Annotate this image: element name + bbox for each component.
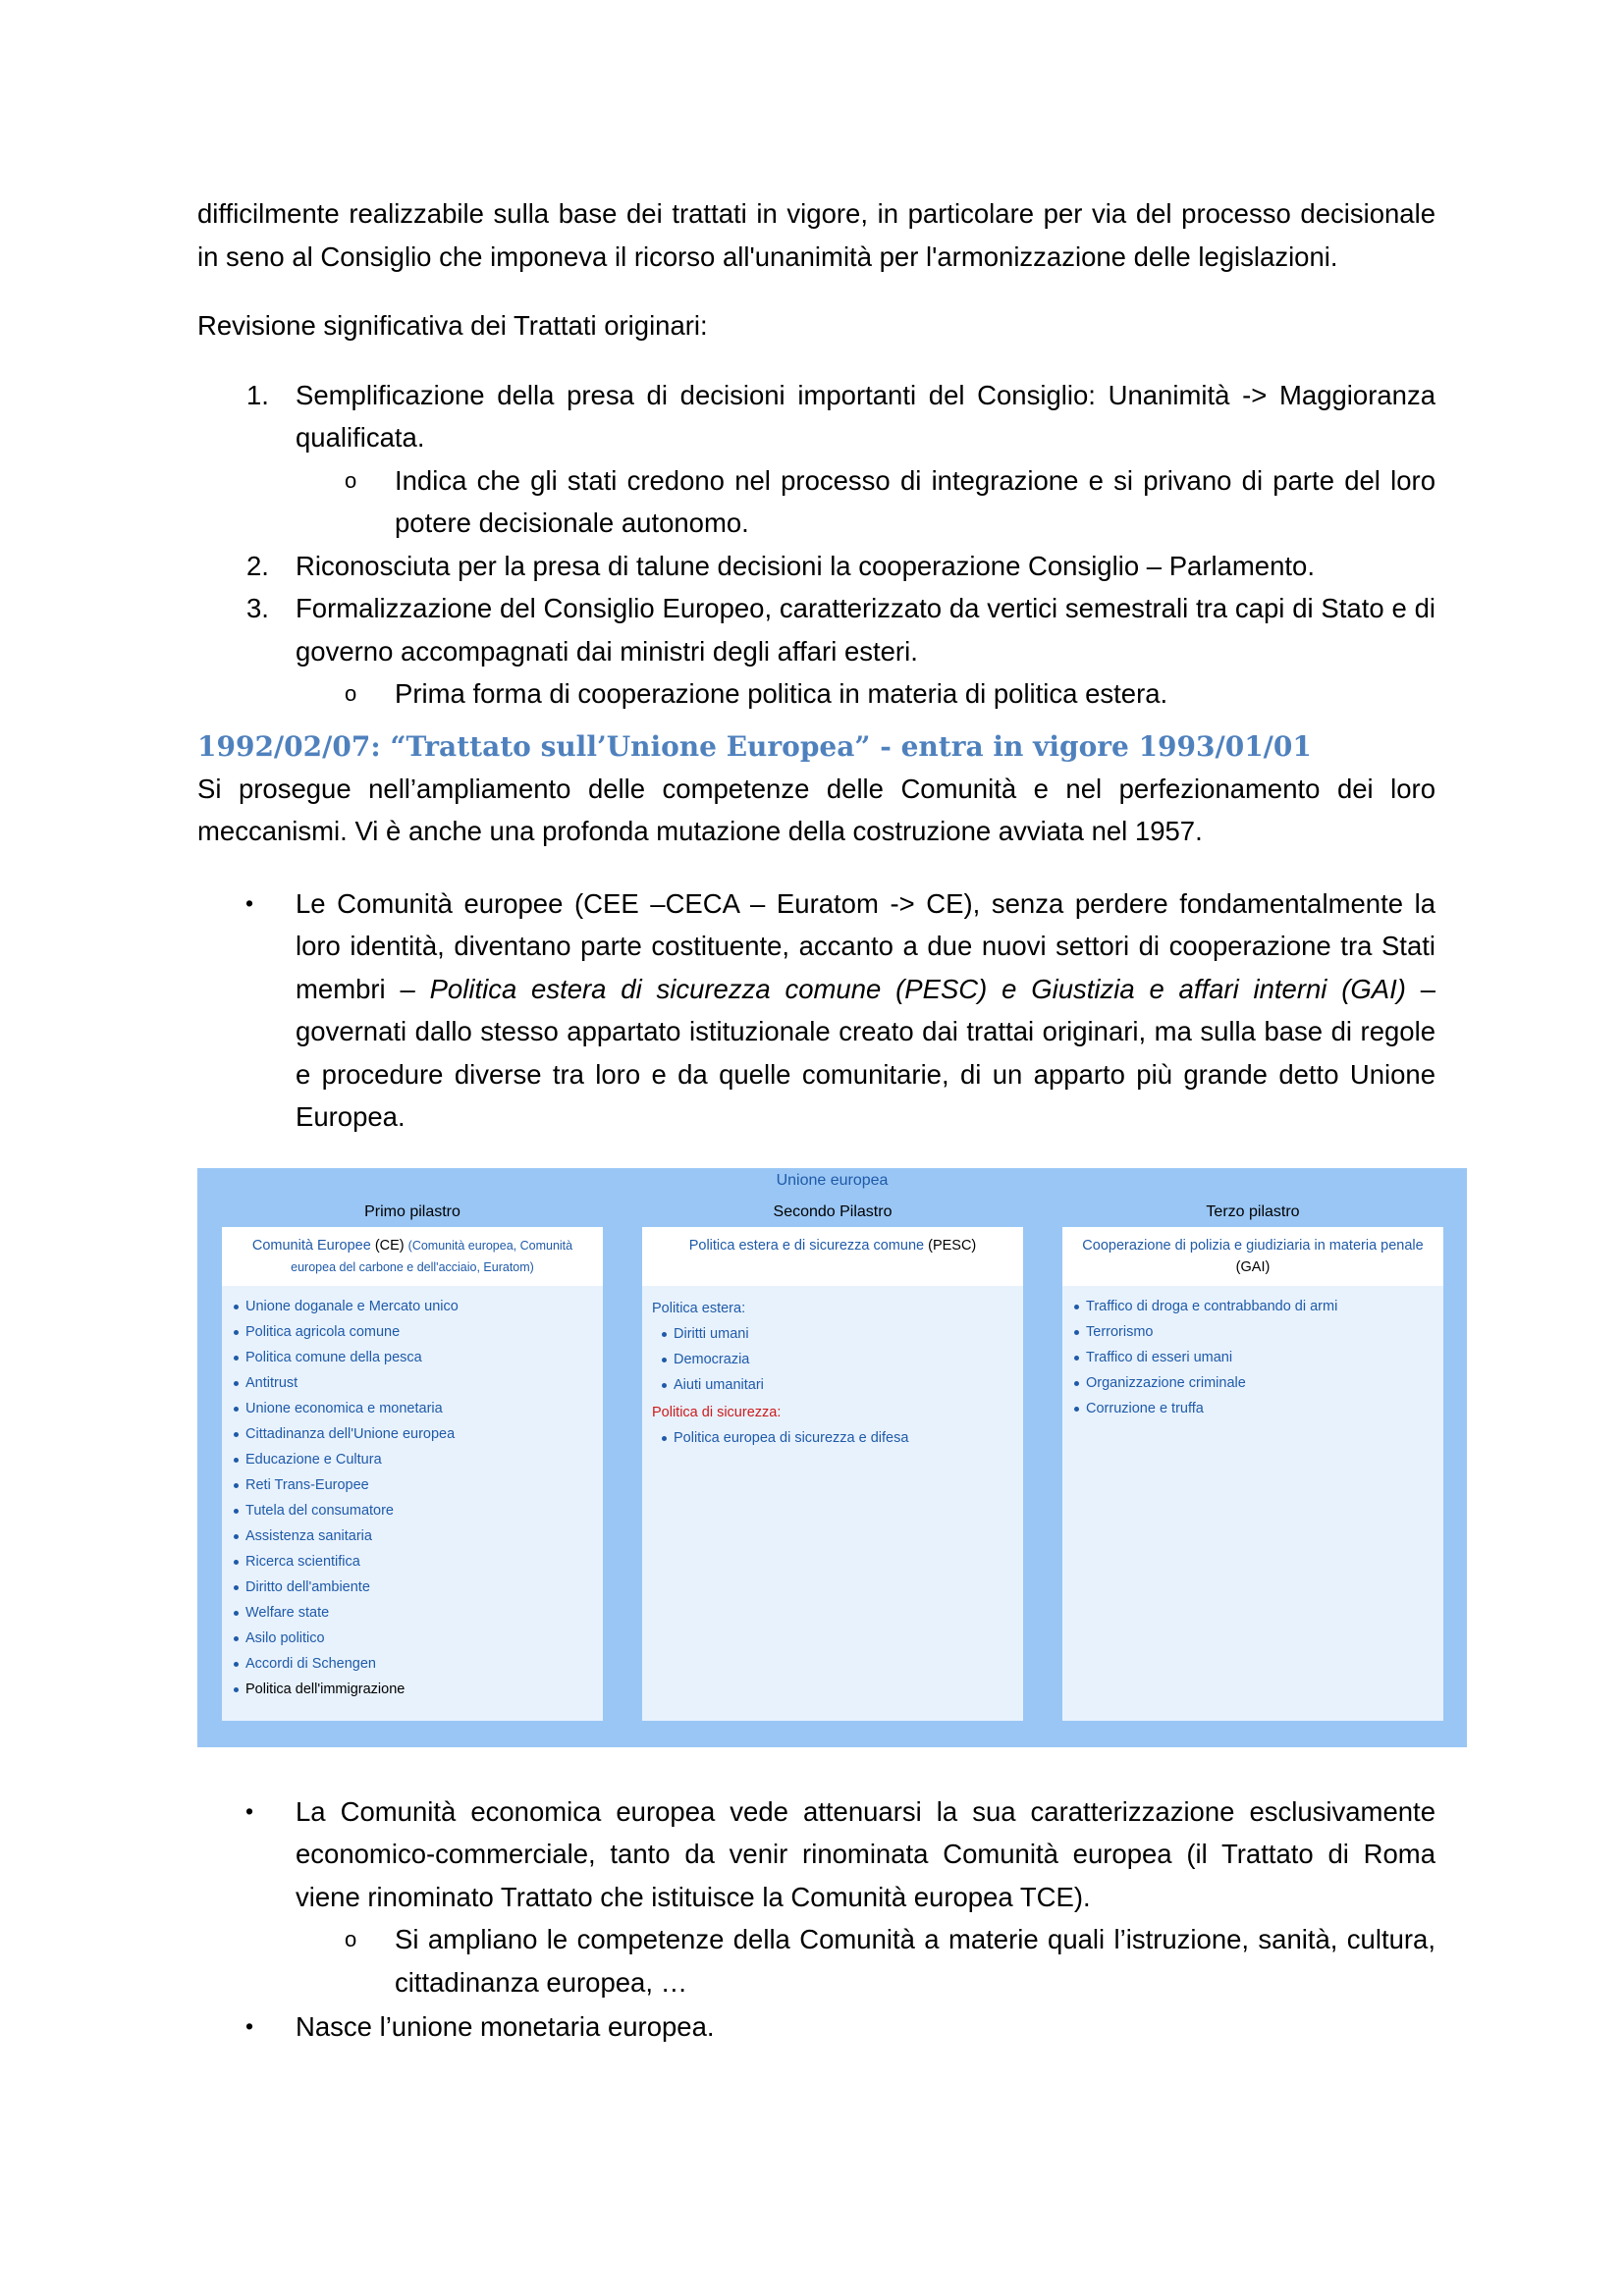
list-item-text: Riconosciuta per la presa di talune decisioni la cooperazione Consiglio – Parlamento. [296, 550, 1315, 581]
list-item-text: Formalizzazione del Consiglio Europeo, caratterizzato da vertici semestrali tra capi di Stato e di governo accompagnati dai ministri degli affari esteri. [296, 593, 1435, 667]
diagram-title: Unione europea [776, 1171, 889, 1189]
sub-list-item [197, 1918, 1435, 2003]
section-heading: 1992/02/07: “Trattato sull’Unione Europea” - entra in vigore 1993/01/01 [197, 729, 1312, 763]
pillar-item: Aiuti umanitari [660, 1372, 1013, 1398]
document-page [197, 192, 1435, 2049]
circle-bullet-icon: o [345, 1927, 357, 1951]
pillar-item: Politica agricola comune [232, 1319, 593, 1345]
pillar-item: Welfare state [232, 1600, 593, 1626]
pillar-item: Traffico di esseri umani [1072, 1345, 1434, 1370]
pillar-subtitle [1062, 1227, 1443, 1286]
bullet-icon: • [245, 889, 254, 916]
pillar-heading: Terzo pilastro [1062, 1198, 1443, 1227]
section-paragraph: Si prosegue nell’ampliamento delle competenze delle Comunità e nel perfezionamento dei loro meccanismi. Vi è anche una profonda mutazione della costruzione avviata nel 1957. [197, 773, 1435, 846]
bullet-text-b: – governati dallo stesso appartato istituzionale creato dai trattai originari, ma sulla base di regole e procedure diverse tra loro e da quelle comunitarie, di un apparto più grande detto Unione Europea. [296, 973, 1436, 1132]
pillar-subtitle-detail: (Comunità europea, Comunità europea del carbone e dell'acciaio, Euratom) [291, 1238, 573, 1274]
pillar-subtitle-abbr: (PESC) [924, 1237, 977, 1254]
pillar-item: Politica dell'immigrazione [232, 1677, 593, 1702]
list-item-text: Semplificazione della presa di decisioni importanti del Consiglio: Unanimità -> Maggioranza qualificata. [296, 379, 1435, 453]
pillar-item: Terrorismo [1072, 1319, 1434, 1345]
pillar-subtitle [642, 1227, 1023, 1286]
bullet-text-a: Le Comunità europee (CEE –CECA – Euratom -> CE), senza perdere fondamentalmente la loro identità, diventano parte costituente, accanto a due nuovi settori di cooperazione tra Stati membri – [296, 887, 1435, 1004]
pillar-item: Organizzazione criminale [1072, 1370, 1434, 1396]
list-number: 3. [246, 593, 269, 623]
pillar-body [1062, 1286, 1443, 1721]
pillar-heading: Primo pilastro [222, 1198, 603, 1227]
circle-bullet-icon: o [345, 681, 357, 706]
pillar-subtitle-main: Cooperazione di polizia e giudiziaria in materia penale [1082, 1237, 1424, 1254]
pillar-group-label: Politica di sicurezza: [652, 1404, 782, 1420]
pillar-item: Reti Trans-Europee [232, 1472, 593, 1498]
pillar-item: Diritto dell'ambiente [232, 1575, 593, 1600]
pillar-item: Unione doganale e Mercato unico [232, 1294, 593, 1319]
sub-item-text: Si ampliano le competenze della Comunità a materie quali l’istruzione, sanità, cultura, cittadinanza europea, … [395, 1924, 1435, 1998]
revision-intro: Revisione significativa dei Trattati originari: [197, 310, 708, 341]
sub-item-text: Prima forma di cooperazione politica in materia di politica estera. [395, 678, 1168, 709]
bullet-icon: • [245, 2013, 254, 2039]
pillar-item: Unione economica e monetaria [232, 1396, 593, 1421]
pillar-item: Assistenza sanitaria [232, 1523, 593, 1549]
intro-paragraph: difficilmente realizzabile sulla base dei trattati in vigore, in particolare per via del processo decisionale in seno al Consiglio che imponeva il ricorso all'unanimità per l'armonizzazione delle legislazioni. [197, 198, 1435, 272]
pillar-item: Tutela del consumatore [232, 1498, 593, 1523]
list-number: 2. [246, 550, 269, 581]
revision-list [197, 374, 1435, 716]
pillar-item: Politica europea di sicurezza e difesa [660, 1425, 1013, 1451]
pillar-subtitle [222, 1227, 603, 1286]
pillar-item: Diritti umani [660, 1321, 1013, 1347]
pillar-second [642, 1198, 1023, 1721]
pillar-first [222, 1198, 603, 1721]
pillar-third [1062, 1198, 1443, 1721]
bullet-icon: • [245, 1797, 254, 1824]
list-item [197, 587, 1435, 672]
pillar-body [642, 1286, 1023, 1721]
pillar-subtitle-abbr: (CE) [370, 1237, 408, 1254]
pillar-subtitle-abbr: (GAI) [1235, 1258, 1271, 1275]
pillar-item: Antitrust [232, 1370, 593, 1396]
pillar-item: Corruzione e truffa [1072, 1396, 1434, 1421]
eu-pillars-diagram [197, 1168, 1467, 1747]
pillar-item: Accordi di Schengen [232, 1651, 593, 1677]
circle-bullet-icon: o [345, 467, 357, 493]
pillar-item: Politica comune della pesca [232, 1345, 593, 1370]
list-number: 1. [246, 379, 269, 410]
pillar-subtitle-main: Comunità Europee [251, 1237, 371, 1254]
pillar-subtitle-main: Politica estera e di sicurezza comune [688, 1237, 925, 1254]
pillar-item: Cittadinanza dell'Unione europea [232, 1421, 593, 1447]
pillar-item: Ricerca scientifica [232, 1549, 593, 1575]
pillar-body [222, 1286, 603, 1721]
pillar-item: Educazione e Cultura [232, 1447, 593, 1472]
pillar-item: Traffico di droga e contrabbando di armi [1072, 1294, 1434, 1319]
pillar-item: Democrazia [660, 1347, 1013, 1372]
bullet-text: Nasce l’unione monetaria europea. [296, 2011, 715, 2042]
sub-item-text: Indica che gli stati credono nel processo di integrazione e si privano di parte del loro potere decisionale autonomo. [395, 464, 1435, 538]
list-item [197, 1790, 1435, 1919]
pillar-item: Asilo politico [232, 1626, 593, 1651]
bullet-text: La Comunità economica europea vede attenuarsi la sua caratterizzazione esclusivamente economico-commerciale, tanto da venir rinominata Comunità europea (il Trattato di Roma viene rinominato Trattato che istituisce la Comunità europea TCE). [296, 1795, 1435, 1912]
sub-list-item [197, 459, 1435, 545]
sub-list-item [197, 672, 1435, 716]
list-item [197, 2005, 1435, 2049]
list-item [197, 882, 1435, 1139]
pillar-heading: Secondo Pilastro [642, 1198, 1023, 1227]
bullet-text-italic: Politica estera di sicurezza comune (PESC) e Giustizia e affari interni (GAI) [429, 973, 1406, 1004]
treaty-bullet-list-2 [197, 1790, 1435, 2049]
pillar-group-label: Politica estera: [652, 1300, 746, 1316]
list-item [197, 545, 1435, 588]
list-item [197, 374, 1435, 459]
treaty-bullet-list [197, 882, 1435, 1139]
